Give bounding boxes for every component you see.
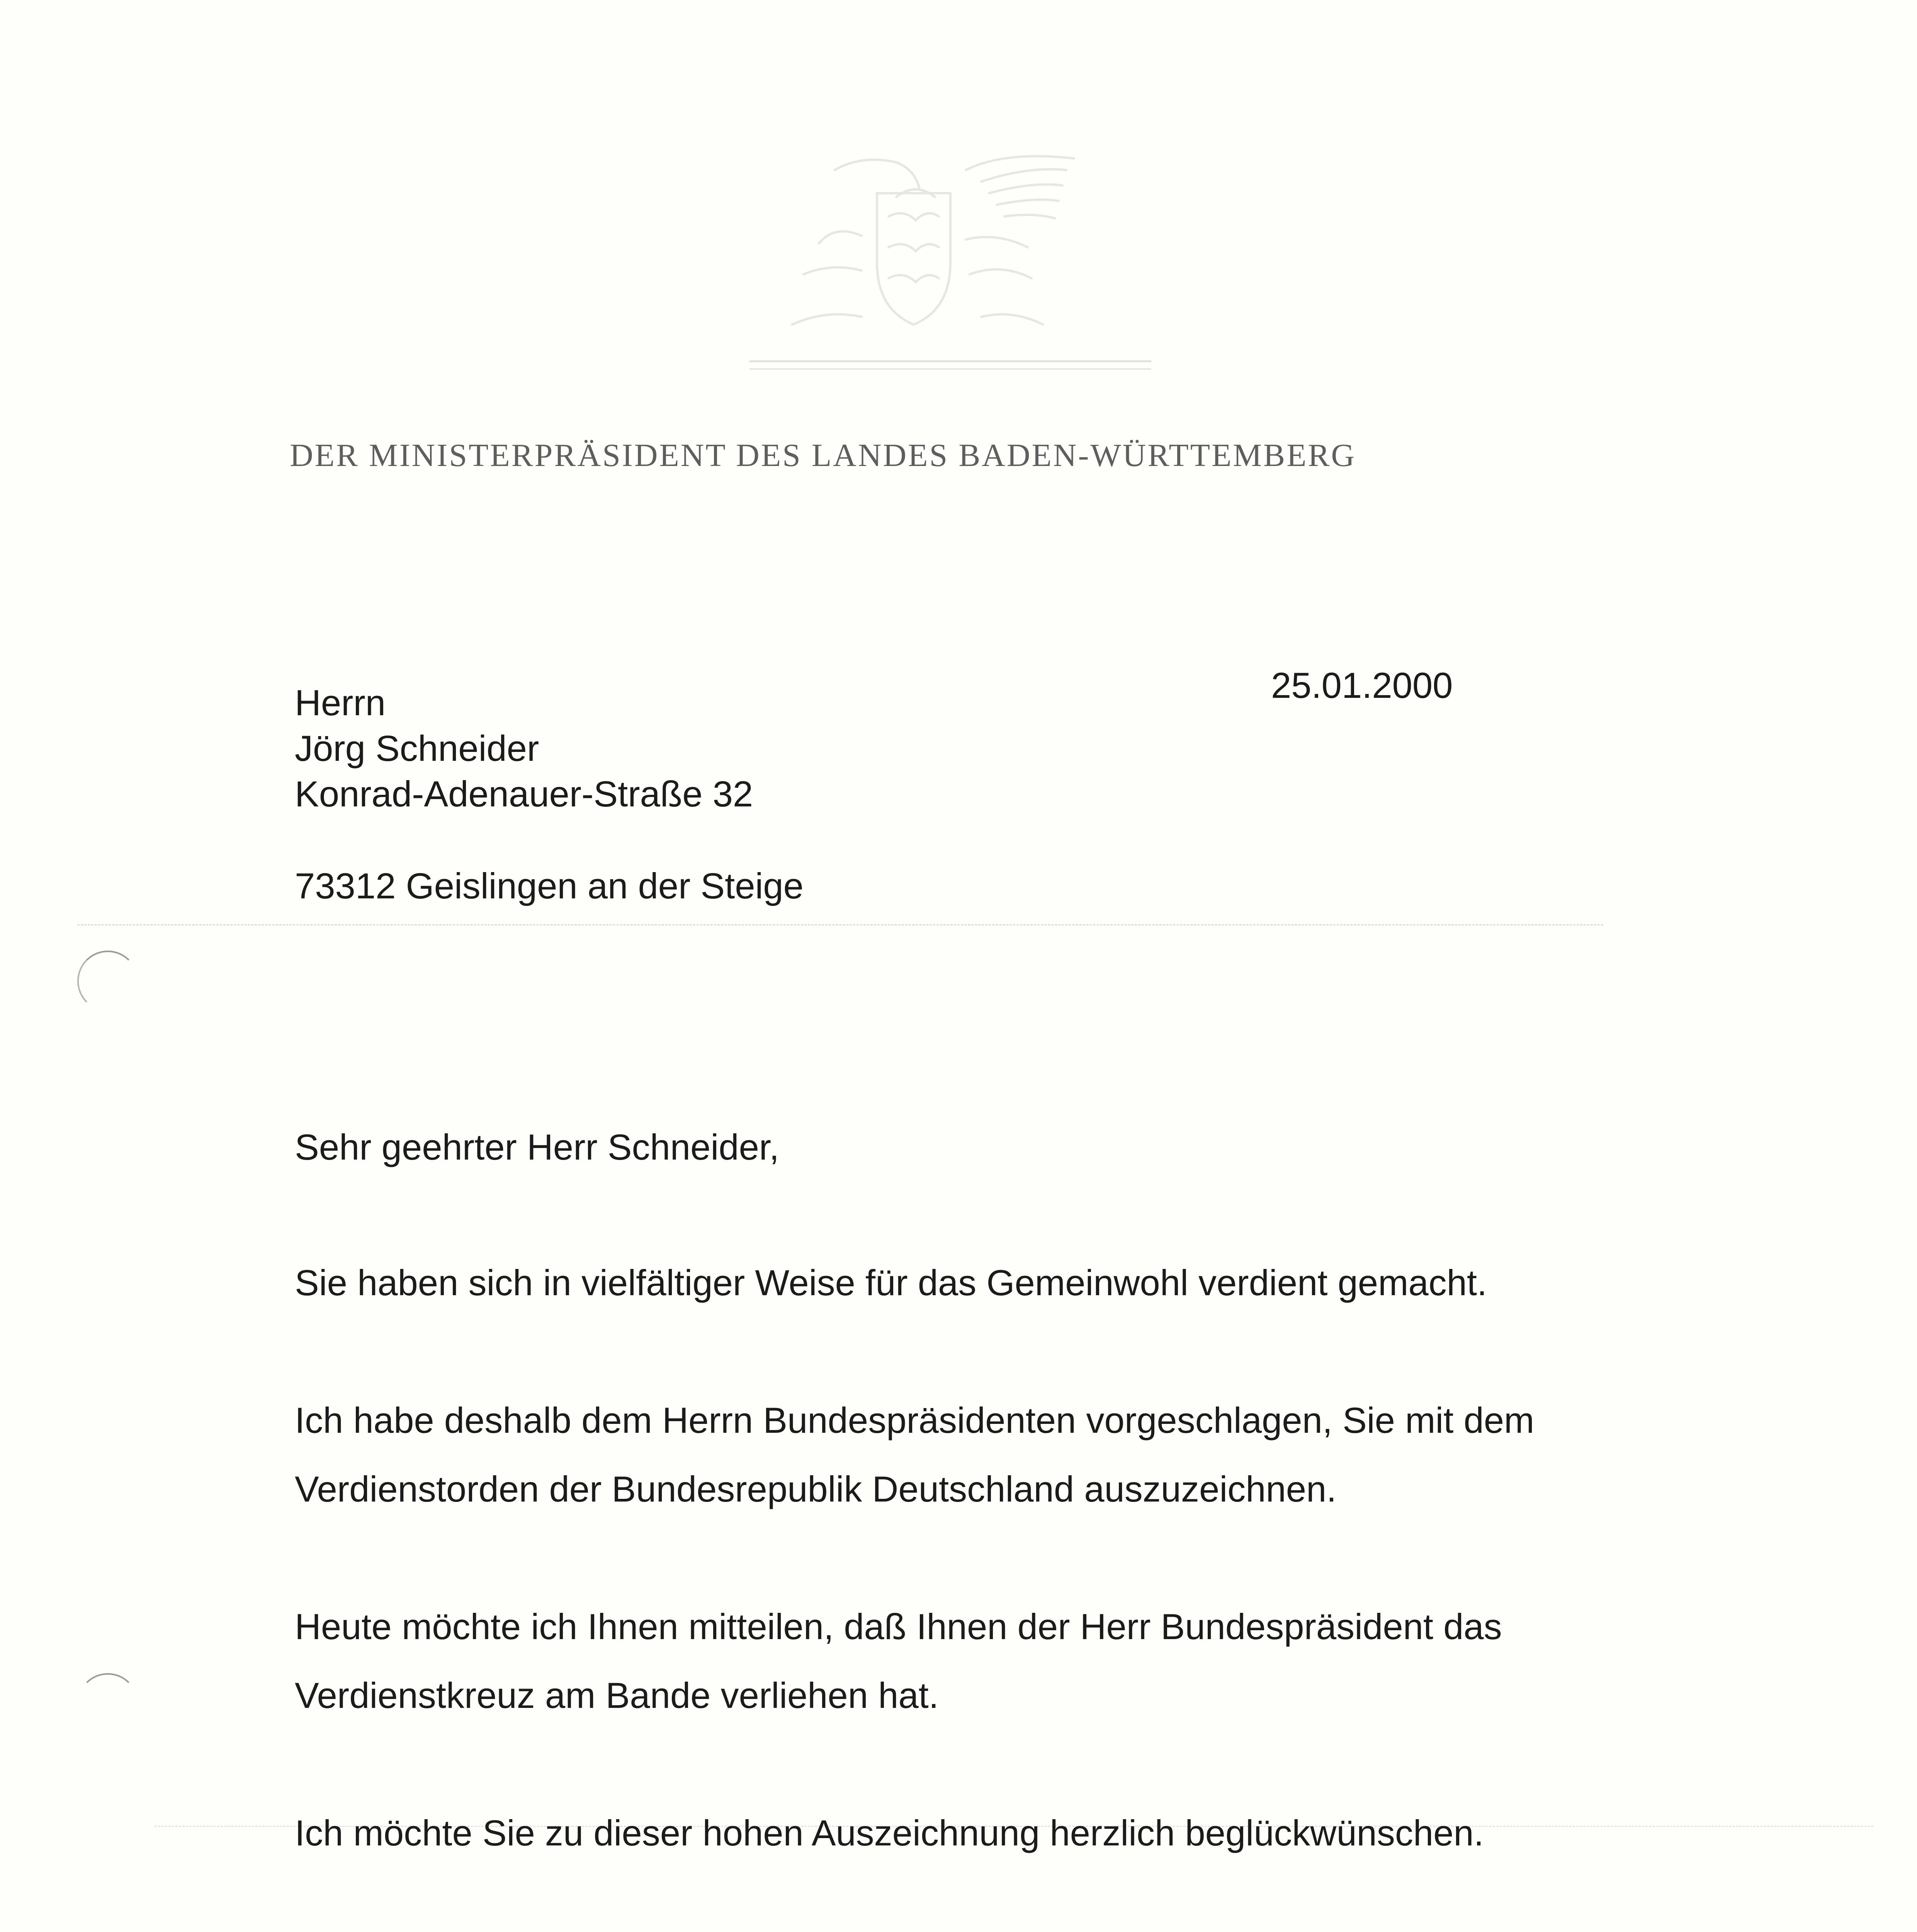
body-paragraph: Sie haben sich in vielfältiger Weise für das Gemeinwohl verdient gemacht. — [295, 1262, 1487, 1303]
recipient-name: Jörg Schneider — [295, 728, 539, 769]
recipient-city: 73312 Geislingen an der Steige — [295, 866, 804, 906]
letter-body — [295, 1113, 1647, 1932]
recipient-address — [295, 680, 804, 909]
recipient-salutation-line: Herrn — [295, 682, 386, 723]
letterhead-title: DER MINISTERPRÄSIDENT DES LANDES BADEN-WÜRTTEMBERG — [290, 437, 1356, 473]
body-paragraph: Ich möchte Sie zu dieser hohen Auszeichnung herzlich beglückwünschen. — [295, 1813, 1484, 1853]
punch-hole-mark — [77, 951, 138, 1012]
fold-mark — [77, 924, 1603, 925]
letter-date: 25.01.2000 — [1271, 665, 1453, 706]
body-paragraph: Heute möchte ich Ihnen mitteilen, daß Ihnen der Herr Bundespräsident das Verdienstkreuz am Bande verliehen hat. — [295, 1606, 1502, 1716]
recipient-street: Konrad-Adenauer-Straße 32 — [295, 774, 753, 814]
body-paragraph: Ich habe deshalb dem Herrn Bundespräsidenten vorgeschlagen, Sie mit dem Verdienstorden der Bundesrepublik Deutschland auszuzeichnen. — [295, 1400, 1535, 1509]
coat-of-arms-emblem — [734, 147, 1159, 379]
letter-salutation: Sehr geehrter Herr Schneider, — [295, 1127, 779, 1167]
punch-hole-mark — [77, 1673, 138, 1734]
